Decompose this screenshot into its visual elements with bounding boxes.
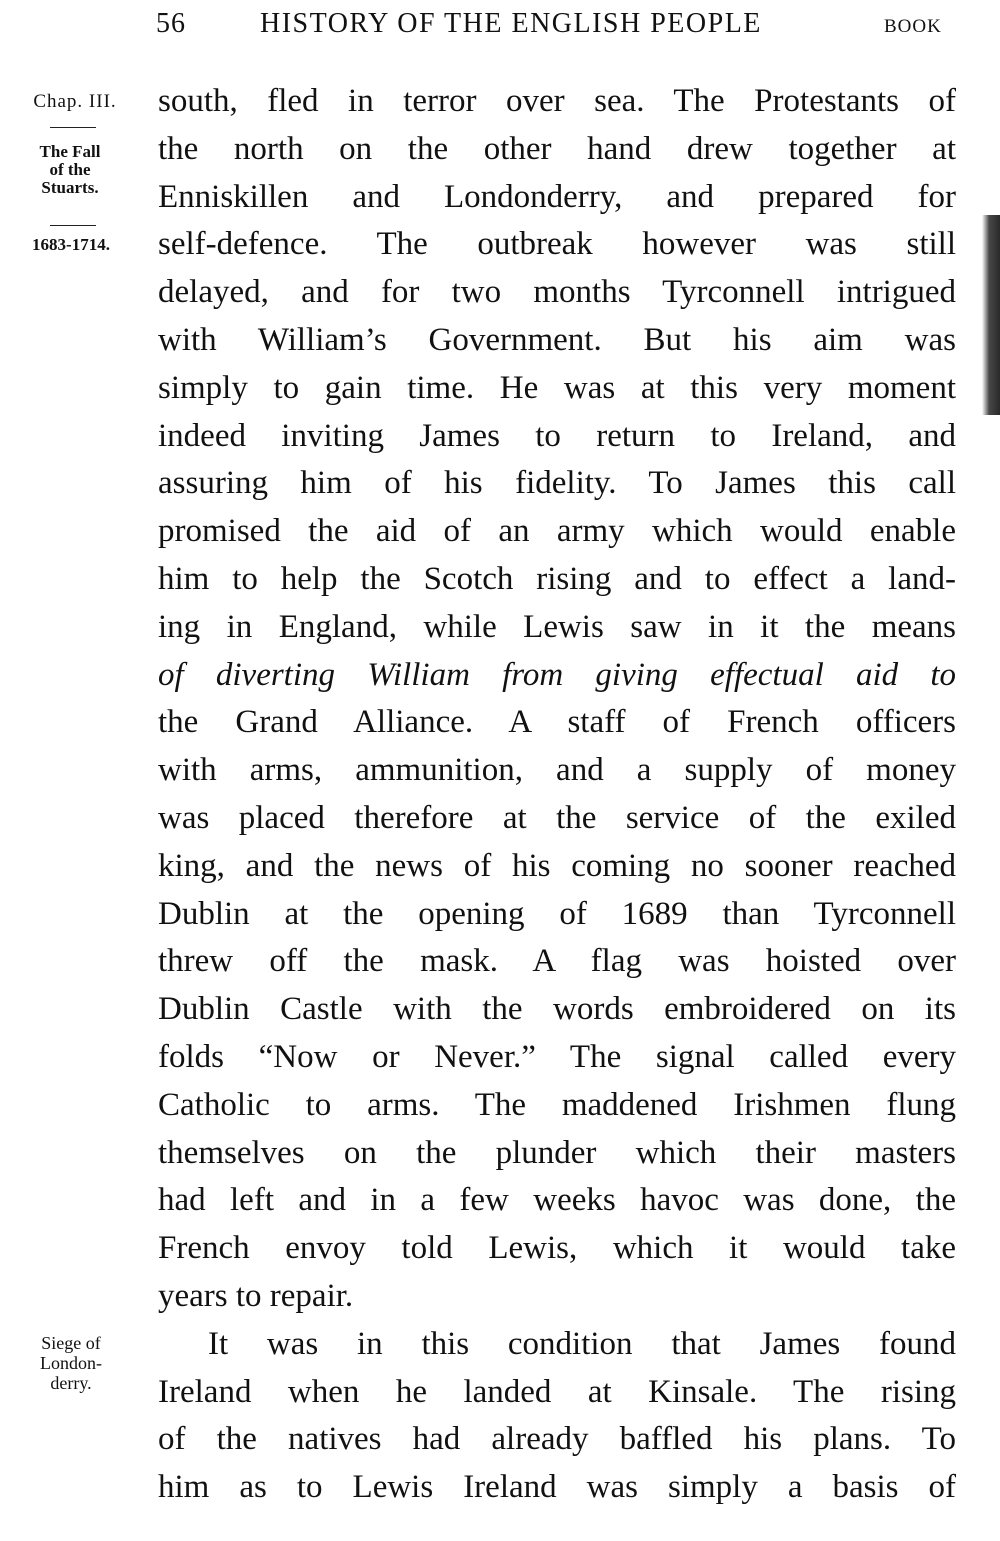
text-line: delayed, and for two months Tyrconnell intrigued	[158, 274, 956, 311]
text-line: Dublin at the opening of 1689 than Tyrconnell	[158, 895, 956, 932]
text-line: the Grand Alliance. A staff of French officers	[158, 704, 956, 741]
text-line: Catholic to arms. The maddened Irishmen flung	[158, 1086, 956, 1123]
siege-sidenote	[16, 1333, 126, 1393]
text-line: king, and the news of his coming no sooner reached	[158, 847, 956, 884]
margin-rule	[50, 225, 96, 226]
text-line: Ireland when he landed at Kinsale. The rising	[158, 1373, 956, 1410]
text-line: with arms, ammunition, and a supply of money	[158, 752, 956, 789]
text-line: promised the aid of an army which would enable	[158, 513, 956, 550]
text-line: threw off the mask. A flag was hoisted over	[158, 943, 956, 980]
text-line: It was in this condition that James found	[208, 1325, 956, 1362]
text-line: themselves on the plunder which their masters	[158, 1134, 956, 1171]
text-line: indeed inviting James to return to Ireland, and	[158, 417, 956, 454]
section-title-sidenote	[14, 143, 126, 197]
text-line: him as to Lewis Ireland was simply a basis of	[158, 1469, 956, 1506]
text-line: self-defence. The outbreak however was still	[158, 226, 956, 263]
sidenote-line: Siege of	[41, 1333, 101, 1353]
sidenote-line: derry.	[50, 1373, 92, 1393]
text-line: French envoy told Lewis, which it would take	[158, 1230, 956, 1267]
text-line: was placed therefore at the service of the exiled	[158, 799, 956, 836]
text-line: simply to gain time. He was at this very moment	[158, 369, 956, 406]
sidenote-line: London-	[40, 1353, 102, 1373]
text-line: folds “Now or Never.” The signal called every	[158, 1038, 956, 1075]
page-number: 56	[156, 8, 186, 39]
text-line: Dublin Castle with the words embroidered on its	[158, 991, 956, 1028]
text-line: assuring him of his fidelity. To James this call	[158, 465, 956, 502]
chapter-label: Chap. III.	[33, 91, 117, 112]
years-label: 1683-1714.	[32, 235, 110, 254]
book-label: BOOK	[884, 16, 942, 37]
body-text	[158, 78, 956, 1512]
text-line: ing in England, while Lewis saw in it the means	[158, 608, 956, 645]
page-header	[0, 4, 1000, 44]
margin-rule	[50, 127, 96, 128]
section-title-line: of the	[49, 160, 91, 179]
text-line: of diverting William from giving effectual aid to	[158, 656, 956, 693]
scan-edge-shadow	[982, 215, 1000, 415]
text-line: him to help the Scotch rising and to effect a land-	[158, 560, 956, 597]
text-line: with William’s Government. But his aim was	[158, 321, 956, 358]
text-line: the north on the other hand drew together at	[158, 130, 956, 167]
text-line: south, fled in terror over sea. The Protestants of	[158, 83, 956, 119]
text-line: Enniskillen and Londonderry, and prepared for	[158, 178, 956, 215]
text-line: of the natives had already baffled his plans. To	[158, 1421, 956, 1458]
running-title: HISTORY OF THE ENGLISH PEOPLE	[260, 8, 762, 39]
section-title-line: The Fall	[39, 142, 101, 161]
text-line: years to repair.	[158, 1277, 354, 1314]
text-line: had left and in a few weeks havoc was done, the	[158, 1182, 956, 1219]
section-title-line: Stuarts.	[41, 178, 99, 197]
